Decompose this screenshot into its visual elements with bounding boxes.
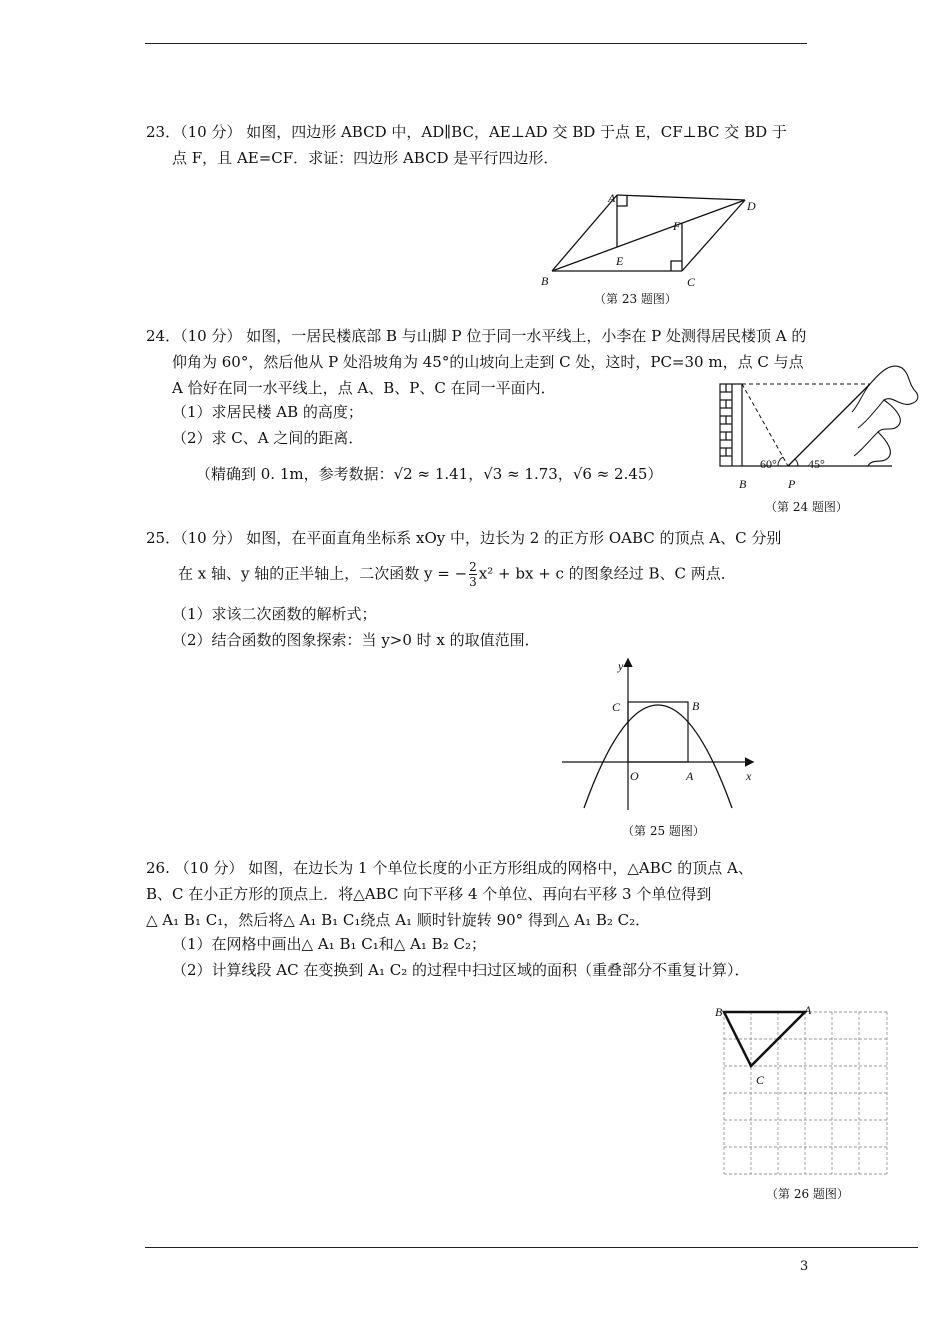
q26-sub2: （2）计算线段 AC 在变换到 A₁ C₂ 的过程中扫过区域的面积（重叠部分不重复计算）． <box>172 961 750 979</box>
q26-label-c: C <box>756 1073 765 1087</box>
q26-label-a: A <box>804 1003 812 1017</box>
q26-caption: （第 26 题图） <box>766 1187 849 1201</box>
q24-note: （精确到 0. 1m，参考数据：√2 ≈ 1.41，√3 ≈ 1.73，√6 ≈ 2.45） <box>196 465 663 483</box>
q24-angle-45: 45° <box>808 457 825 471</box>
q26-line1: 26. （10 分） 如图，在边长为 1 个单位长度的小正方形组成的网格中，△ABC 的顶点 A、 <box>146 859 753 877</box>
q23-label-d: D <box>747 199 756 213</box>
q24-caption: （第 24 题图） <box>765 500 848 514</box>
q24-label-b: B <box>739 477 747 491</box>
page-number: 3 <box>800 1259 809 1274</box>
q26-line3: △ A₁ B₁ C₁，然后将△ A₁ B₁ C₁绕点 A₁ 顺时针旋转 90° 得到△ A₁ B₂ C₂． <box>146 911 651 929</box>
header-rule <box>145 43 807 44</box>
q23-line2: 点 F，且 AE=CF．求证：四边形 ABCD 是平行四边形． <box>172 149 559 167</box>
q25-line2 <box>178 560 736 589</box>
q26-figure <box>710 1000 900 1180</box>
q23-figure <box>530 185 770 290</box>
q23-label-c: C <box>687 275 696 289</box>
q25-fraction <box>469 560 477 589</box>
q25-frac-num: 2 <box>469 560 477 574</box>
q24-figure <box>712 360 932 492</box>
q23-label-b: B <box>541 274 549 288</box>
q26-label-b: B <box>715 1005 723 1019</box>
q25-label-a: A <box>686 769 694 783</box>
q25-label-x: x <box>746 769 752 783</box>
q24-line2: 仰角为 60°，然后他从 P 处沿坡角为 45°的山坡向上走到 C 处，这时，PC=30 m，点 C 与点 <box>172 353 804 371</box>
q23-label-f: F <box>673 219 681 233</box>
q25-line2-pre: 在 x 轴、y 轴的正半轴上，二次函数 y = − <box>178 564 468 583</box>
q23-caption: （第 23 题图） <box>594 292 677 306</box>
q23-label-a: A <box>608 191 616 205</box>
q23-label-e: E <box>616 254 624 268</box>
q25-label-c: C <box>612 700 621 714</box>
q23-line1: 23．（10 分） 如图，四边形 ABCD 中，AD∥BC，AE⊥AD 交 BD 于点 E，CF⊥BC 交 BD 于 <box>146 123 787 141</box>
q26-sub1: （1）在网格中画出△ A₁ B₁ C₁和△ A₁ B₂ C₂； <box>172 935 486 953</box>
q25-label-b: B <box>692 699 700 713</box>
q24-line1: 24．（10 分） 如图，一居民楼底部 B 与山脚 P 位于同一水平线上，小李在 P 处测得居民楼顶 A 的 <box>146 327 807 345</box>
q24-angle-60: 60° <box>760 457 777 471</box>
q25-sub1: （1）求该二次函数的解析式； <box>172 605 377 623</box>
q25-line2-post: x² + bx + c 的图象经过 B、C 两点． <box>478 564 736 583</box>
q25-label-o: O <box>630 769 639 783</box>
q25-sub2: （2）结合函数的图象探索：当 y>0 时 x 的取值范围． <box>172 631 540 649</box>
q25-caption: （第 25 题图） <box>622 824 705 838</box>
q26-line2: B、C 在小正方形的顶点上．将△ABC 向下平移 4 个单位、再向右平移 3 个单位得到 <box>146 885 712 903</box>
q24-sub2: （2）求 C、A 之间的距离． <box>172 429 364 447</box>
q25-frac-den: 3 <box>469 575 477 589</box>
q24-line3: A 恰好在同一水平线上，点 A、B、P、C 在同一平面内． <box>172 379 556 397</box>
q25-line1: 25．（10 分） 如图，在平面直角坐标系 xOy 中，边长为 2 的正方形 OABC 的顶点 A、C 分别 <box>146 529 782 547</box>
q24-label-p: P <box>788 477 796 491</box>
q25-label-y: y <box>618 659 624 673</box>
q24-sub1: （1）求居民楼 AB 的高度； <box>172 403 363 421</box>
q25-figure <box>556 650 766 815</box>
footer-rule <box>145 1247 918 1248</box>
